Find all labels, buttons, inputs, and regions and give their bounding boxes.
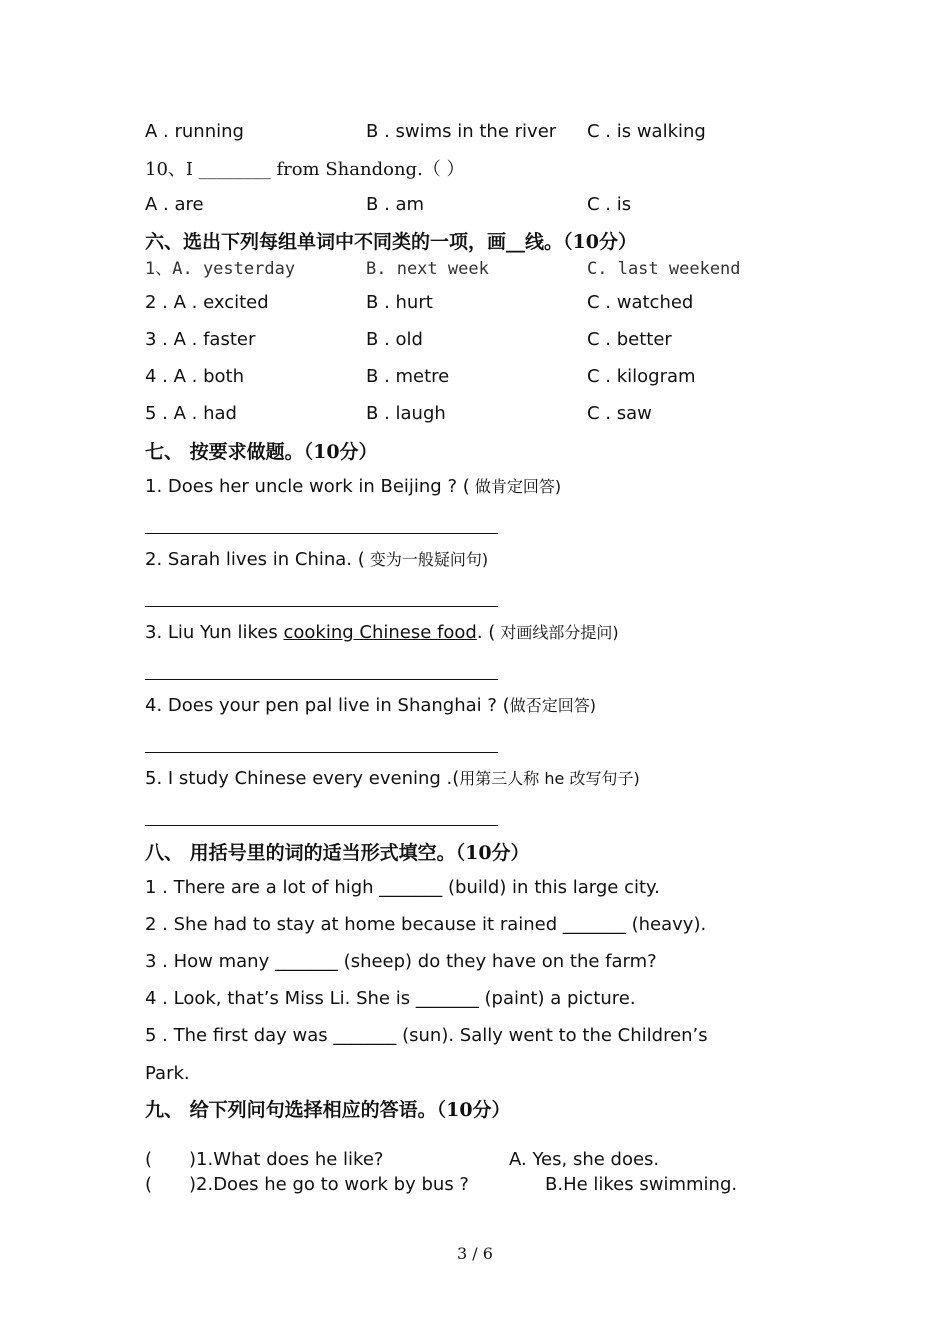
- sec7-item-4: 4. Does your pen pal live in Shanghai ? (做否定回答): [145, 695, 596, 716]
- sec8-item-5: 5 . The first day was _______ (sun). Sally went to the Children’s: [145, 1025, 708, 1046]
- option-a: A . running: [145, 121, 244, 142]
- sec6-row-1: [145, 258, 741, 280]
- sec6-row-2: [145, 292, 694, 314]
- answer-line[interactable]: [145, 679, 498, 680]
- sec8-item-1: 1 . There are a lot of high _______ (build) in this large city.: [145, 877, 660, 898]
- sec6-row-3: [145, 329, 672, 351]
- option-b: B . hurt: [366, 292, 433, 313]
- option-c: C. last weekend: [587, 259, 741, 279]
- sec6-row-4: [145, 366, 696, 388]
- option-a: 5 . A . had: [145, 403, 237, 424]
- option-b: B. next week: [366, 259, 489, 279]
- answer-line[interactable]: [145, 752, 498, 753]
- sec8-item-5-cont: Park.: [145, 1063, 190, 1084]
- option-b: B . old: [366, 329, 423, 350]
- answer-bracket[interactable]: (: [145, 1149, 153, 1170]
- option-c: C . saw: [587, 403, 652, 424]
- answer-bracket[interactable]: (: [145, 1174, 153, 1195]
- option-a: A . are: [145, 194, 204, 215]
- sec9-row-1: [145, 1149, 660, 1171]
- page-number: 3 / 6: [457, 1244, 493, 1263]
- answer-choice: A. Yes, she does.: [509, 1149, 660, 1170]
- option-b: B . laugh: [366, 403, 446, 424]
- answer-line[interactable]: [145, 606, 498, 607]
- option-a: 3 . A . faster: [145, 329, 256, 350]
- answer-line[interactable]: [145, 533, 498, 534]
- sec9-row-2: [145, 1174, 738, 1196]
- option-c: C . is walking: [587, 121, 706, 142]
- option-b: B . swims in the river: [366, 121, 557, 142]
- option-b: B . am: [366, 194, 425, 215]
- section-6-title: 六、选出下列每组单词中不同类的一项，画__线。（10分）: [145, 231, 637, 253]
- option-a: 1、A. yesterday: [145, 259, 296, 279]
- q10-options: [145, 194, 632, 216]
- section-7-title: 七、 按要求做题。（10分）: [145, 441, 378, 463]
- sec8-item-2: 2 . She had to stay at home because it rained _______ (heavy).: [145, 914, 707, 935]
- answer-line[interactable]: [145, 825, 498, 826]
- sec7-item-1: 1. Does her uncle work in Beijing ? ( 做肯定回答): [145, 476, 562, 497]
- sec7-item-3: 3. Liu Yun likes cooking Chinese food. ( 对画线部分提问): [145, 622, 619, 643]
- option-a: 4 . A . both: [145, 366, 244, 387]
- sec6-row-5: [145, 403, 652, 425]
- answer-choice: B.He likes swimming.: [545, 1174, 738, 1195]
- q9-options: [145, 121, 706, 143]
- sec7-item-5: 5. I study Chinese every evening .(用第三人称 he 改写句子): [145, 768, 640, 789]
- option-a: 2 . A . excited: [145, 292, 269, 313]
- sec7-item-2: 2. Sarah lives in China. ( 变为一般疑问句): [145, 549, 489, 570]
- option-c: C . is: [587, 194, 632, 215]
- sec8-item-4: 4 . Look, that’s Miss Li. She is _______ (paint) a picture.: [145, 988, 636, 1009]
- option-b: B . metre: [366, 366, 450, 387]
- option-c: C . kilogram: [587, 366, 696, 387]
- q10-stem: 10、I ________ from Shandong.（ ）: [145, 159, 465, 180]
- option-c: C . watched: [587, 292, 694, 313]
- question: )2.Does he go to work by bus ?: [189, 1174, 469, 1195]
- section-9-title: 九、 给下列问句选择相应的答语。（10分）: [145, 1099, 511, 1121]
- underlined-phrase: cooking Chinese food: [283, 622, 477, 643]
- sec8-item-3: 3 . How many _______ (sheep) do they have on the farm?: [145, 951, 657, 972]
- option-c: C . better: [587, 329, 672, 350]
- question: )1.What does he like?: [189, 1149, 384, 1170]
- section-8-title: 八、 用括号里的词的适当形式填空。（10分）: [145, 842, 530, 864]
